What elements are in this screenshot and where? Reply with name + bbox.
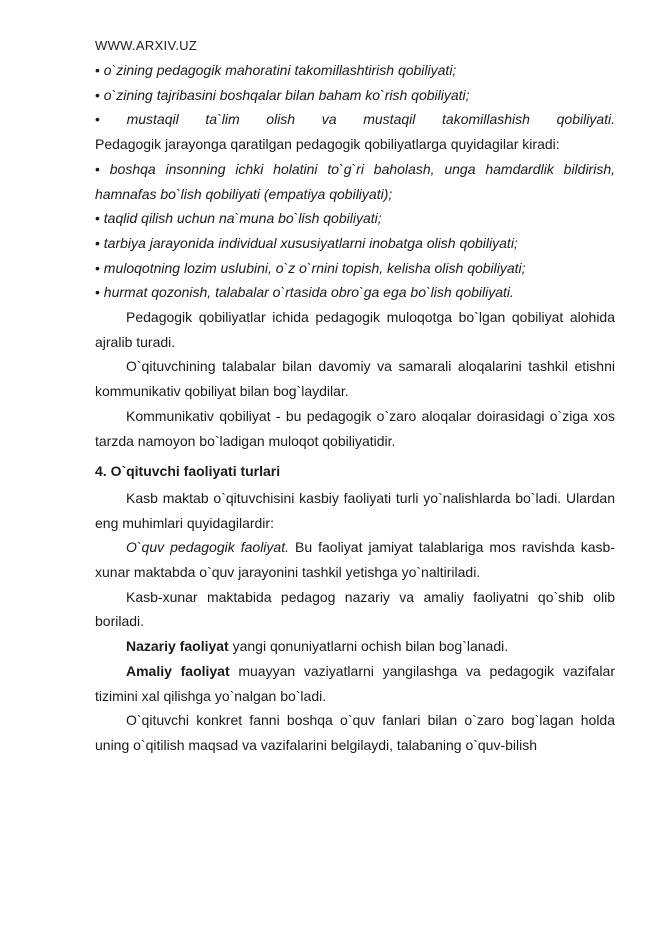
bullet-item: • boshqa insonning ichki holatini to`g`ri baholash, unga hamdardlik bildirish, hamnafas bo`lish qobiliyati (empatiya qobiliyati); bbox=[95, 160, 616, 202]
bullet-item: • taqlid qilish uchun na`muna bo`lish qobiliyati; bbox=[95, 210, 382, 227]
bullet-item: • o`zining tajribasini boshqalar bilan baham ko`rish qobiliyati; bbox=[95, 86, 470, 103]
section-heading: 4. O`qituvchi faoliyati turlari bbox=[95, 463, 281, 480]
bullet-dot-icon: • bbox=[95, 86, 100, 103]
bullet-dot-icon: • bbox=[95, 259, 100, 276]
bullet-dot-icon: • bbox=[95, 234, 100, 251]
bullet-item: • muloqotning lozim uslubini, o`z o`rnini topish, kelisha olish qobiliyati; bbox=[95, 259, 526, 276]
bullet-dot-icon: • bbox=[95, 160, 100, 177]
bullet-dot-icon: • bbox=[95, 284, 100, 301]
paragraph: Amaliy faoliyat muayyan vaziyatlarni yangilashga va pedagogik vazifalar tizimini xal qilishga yo`nalgan bo`ladi. bbox=[95, 662, 615, 704]
intro-text: Pedagogik jarayonga qaratilgan pedagogik qobiliyatlarga quyidagilar kiradi: bbox=[95, 136, 560, 153]
paragraph: Pedagogik qobiliyatlar ichida pedagogik muloqotga bo`lgan qobiliyat alohida ajralib turadi. bbox=[95, 309, 615, 350]
bullet-item: • o`zining pedagogik mahoratini takomillashtirish qobiliyati; bbox=[95, 62, 457, 78]
bullet-dot-icon: • bbox=[95, 111, 100, 128]
term-emphasis: O`quv pedagogik faoliyat. bbox=[126, 539, 289, 556]
paragraph: Kommunikativ qobiliyat - bu pedagogik o`zaro aloqalar doirasidagi o`ziga xos tarzda namoyon bo`ladigan muloqot qobiliyatidir. bbox=[95, 407, 615, 449]
bullet-item: • tarbiya jarayonida individual xususiyatlarni inobatga olish qobiliyati; bbox=[95, 234, 518, 251]
bullet-item: • hurmat qozonish, talabalar o`rtasida obro`ga ega bo`lish qobiliyati. bbox=[95, 284, 514, 301]
paragraph: O`qituvchi konkret fanni boshqa o`quv fanlari bilan o`zaro bog`lagan holda uning o`qitilish maqsad va vazifalarini belgilaydi, talabaning o`quv-bilish bbox=[95, 712, 615, 753]
bullet-dot-icon: • bbox=[95, 210, 100, 227]
paragraph: O`qituvchining talabalar bilan davomiy va samarali aloqalarini tashkil etishni kommunikativ qobiliyat bilan bog`laydilar. bbox=[95, 358, 615, 400]
bullet-dot-icon: • bbox=[95, 62, 100, 78]
bullet-item: • mustaqil ta`lim olish va mustaqil takomillashish qobiliyati. bbox=[95, 111, 615, 128]
paragraph: Nazariy faoliyat yangi qonuniyatlarni ochish bilan bog`lanadi. bbox=[126, 638, 509, 655]
term-emphasis: Amaliy faoliyat bbox=[126, 662, 230, 679]
document-body bbox=[95, 58, 615, 758]
paragraph: Kasb maktab o`qituvchisini kasbiy faoliyati turli yo`nalishlarda bo`ladi. Ulardan eng muhimlari quyidagilardir: bbox=[95, 489, 615, 531]
watermark: WWW.ARXIV.UZ bbox=[95, 38, 198, 53]
paragraph: Kasb-xunar maktabida pedagog nazariy va amaliy faoliyatni qo`shib olib boriladi. bbox=[95, 588, 615, 630]
paragraph: O`quv pedagogik faoliyat. Bu faoliyat jamiyat talablariga mos ravishda kasb-xunar maktabda o`quv jarayonini tashkil yetishga yo`naltiriladi. bbox=[95, 539, 615, 581]
term-emphasis: Nazariy faoliyat bbox=[126, 638, 229, 655]
